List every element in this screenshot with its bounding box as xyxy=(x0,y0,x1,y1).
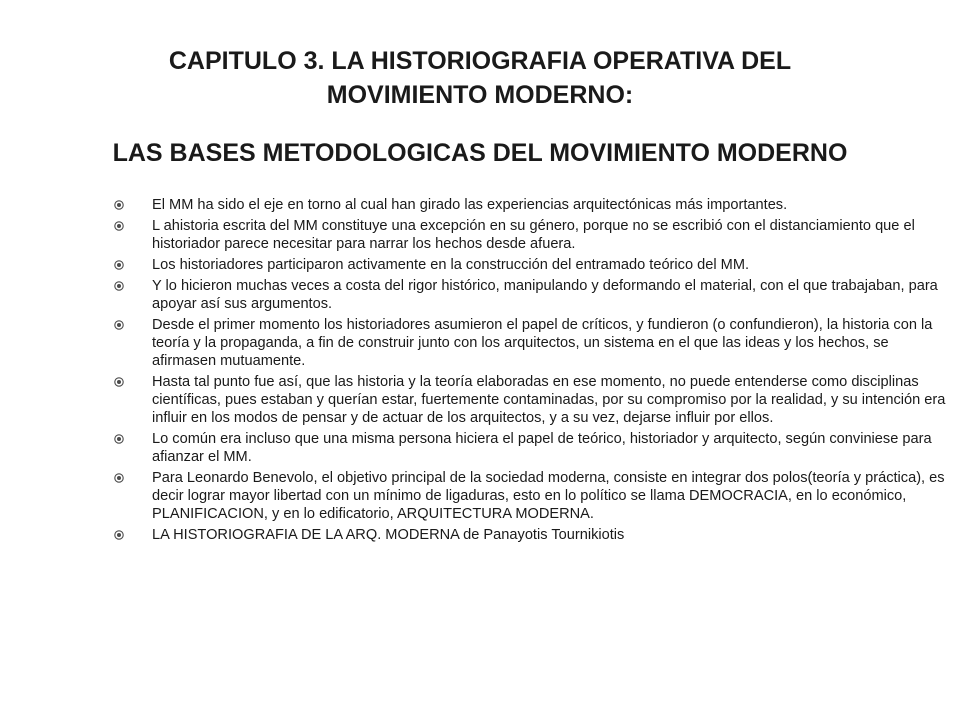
bullet-item xyxy=(112,526,948,544)
bullet-item xyxy=(112,373,948,427)
slide-title xyxy=(0,44,960,112)
bullet-text: Desde el primer momento los historiadores asumieron el papel de críticos, y fundieron (o confundieron), la historia con la teoría y la propaganda, a fin de construir junto con los arquitectos, un sistema en el que las ideas y los hechos, se afirmasen mutuamente. xyxy=(152,317,933,369)
bullet-item xyxy=(112,277,948,313)
circled-target-icon xyxy=(114,221,124,231)
bullet-text: L ahistoria escrita del MM constituye una excepción en su género, porque no se escribió con el distanciamiento que el historiador parece necesitar para narrar los hechos desde afuera. xyxy=(152,218,915,252)
bullet-text: Los historiadores participaron activamente en la construcción del entramado teórico del MM. xyxy=(152,257,750,273)
bullet-item xyxy=(112,196,948,214)
circled-target-icon xyxy=(114,377,124,387)
bullet-item xyxy=(112,469,948,523)
bullet-item xyxy=(112,217,948,253)
bullet-text: Lo común era incluso que una misma persona hiciera el papel de teórico, historiador y arquitecto, según conviniese para afianzar el MM. xyxy=(152,431,932,465)
circled-target-icon xyxy=(114,200,124,210)
bullet-text: LA HISTORIOGRAFIA DE LA ARQ. MODERNA de Panayotis Tournikiotis xyxy=(152,527,625,543)
bullet-item xyxy=(112,256,948,274)
circled-target-icon xyxy=(114,260,124,270)
bullet-text: Y lo hicieron muchas veces a costa del rigor histórico, manipulando y deformando el material, con el que trabajaban, para apoyar así sus argumentos. xyxy=(152,278,938,312)
bullet-item xyxy=(112,316,948,370)
bullet-text: Para Leonardo Benevolo, el objetivo principal de la sociedad moderna, consiste en integrar dos polos(teoría y práctica), es decir lograr mayor libertad con un mínimo de ligaduras, esto en lo político se llama DEMOCRACIA, en lo económico, PLANIFICACION, y en lo edificatorio, ARQUITECTURA MODERNA. xyxy=(152,470,945,522)
bullet-text: El MM ha sido el eje en torno al cual han girado las experiencias arquitectónicas más importantes. xyxy=(152,197,788,213)
bullet-item xyxy=(112,430,948,466)
slide-subtitle: LAS BASES METODOLOGICAS DEL MOVIMIENTO MODERNO xyxy=(112,139,848,167)
circled-target-icon xyxy=(114,434,124,444)
slide-title-line-2: MOVIMIENTO MODERNO: xyxy=(326,81,634,109)
circled-target-icon xyxy=(114,281,124,291)
circled-target-icon xyxy=(114,530,124,540)
slide-title-line-1: CAPITULO 3. LA HISTORIOGRAFIA OPERATIVA DEL xyxy=(168,47,792,75)
circled-target-icon xyxy=(114,320,124,330)
circled-target-icon xyxy=(114,473,124,483)
bullet-list xyxy=(112,196,948,547)
bullet-text: Hasta tal punto fue así, que las historia y la teoría elaboradas en ese momento, no puede entenderse como disciplinas científicas, pues estaban y querían estar, fuertemente contaminadas, por su compromiso por la realidad, y su intención era influir en los modos de pensar y de actuar de los arquitectos, y a su vez, dejarse influir por ellos. xyxy=(152,374,946,426)
